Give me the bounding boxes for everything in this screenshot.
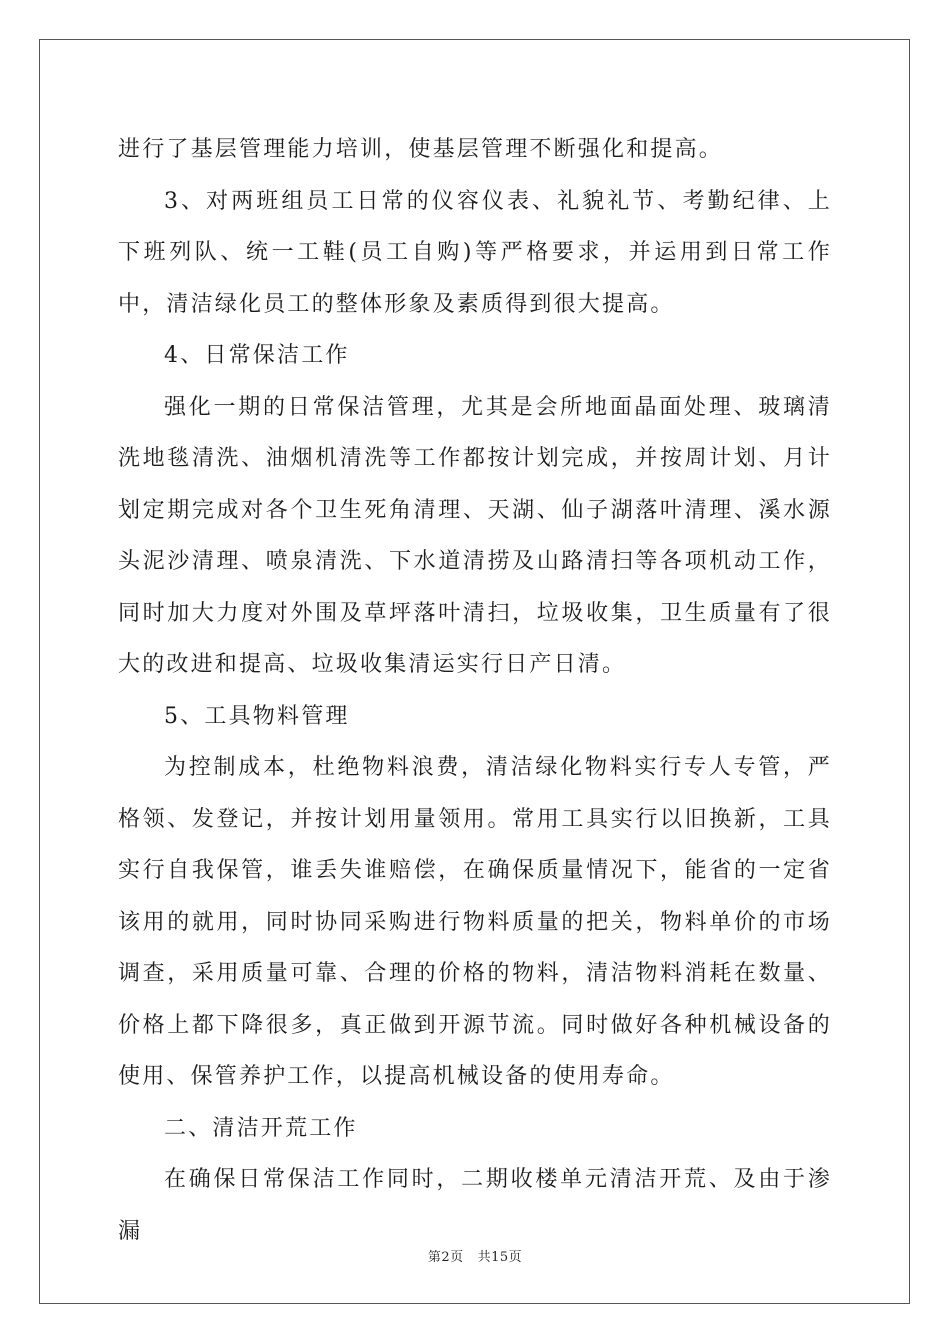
paragraph-3: 强化一期的日常保洁管理，尤其是会所地面晶面处理、玻璃清洗地毯清洗、油烟机清洗等工作都按计划完成，并按周计划、月计划定期完成对各个卫生死角清理、天湖、仙子湖落叶清理、溪水源头泥沙清理、喷泉清洗、下水道清捞及山路清扫等各项机动工作，同时加大力度对外围及草坪落叶清扫，垃圾收集，卫生质量有了很大的改进和提高、垃圾收集清运实行日产日清。	[118, 394, 832, 677]
paragraph-1: 进行了基层管理能力培训，使基层管理不断强化和提高。	[118, 137, 724, 162]
document-body	[118, 124, 832, 1257]
paragraph-5: 在确保日常保洁工作同时，二期收楼单元清洁开荒、及由于渗漏	[118, 1167, 832, 1244]
section-heading-2: 二、清洁开荒工作	[164, 1115, 358, 1141]
paragraph-2: 3、对两班组员工日常的仪容仪表、礼貌礼节、考勤纪律、上下班列队、统一工鞋(员工自购)等严格要求，并运用到日常工作中，清洁绿化员工的整体形象及素质得到很大提高。	[118, 188, 832, 317]
page-footer	[0, 1246, 950, 1265]
page-total: 共15页	[477, 1250, 523, 1265]
section-heading-4: 4、日常保洁工作	[164, 343, 350, 368]
paragraph-4: 为控制成本，杜绝物料浪费，清洁绿化物料实行专人专管，严格领、发登记，并按计划用量领用。常用工具实行以旧换新，工具实行自我保管，谁丢失谁赔偿，在确保质量情况下，能省的一定省该用的就用，同时协同采购进行物料质量的把关，物料单价的市场调查，采用质量可靠、合理的价格的物料，清洁物料消耗在数量、价格上都下降很多，真正做到开源节流。同时做好各种机械设备的使用、保管养护工作，以提高机械设备的使用寿命。	[118, 755, 832, 1089]
page-number: 第2页	[427, 1250, 464, 1265]
section-heading-5: 5、工具物料管理	[164, 703, 350, 729]
